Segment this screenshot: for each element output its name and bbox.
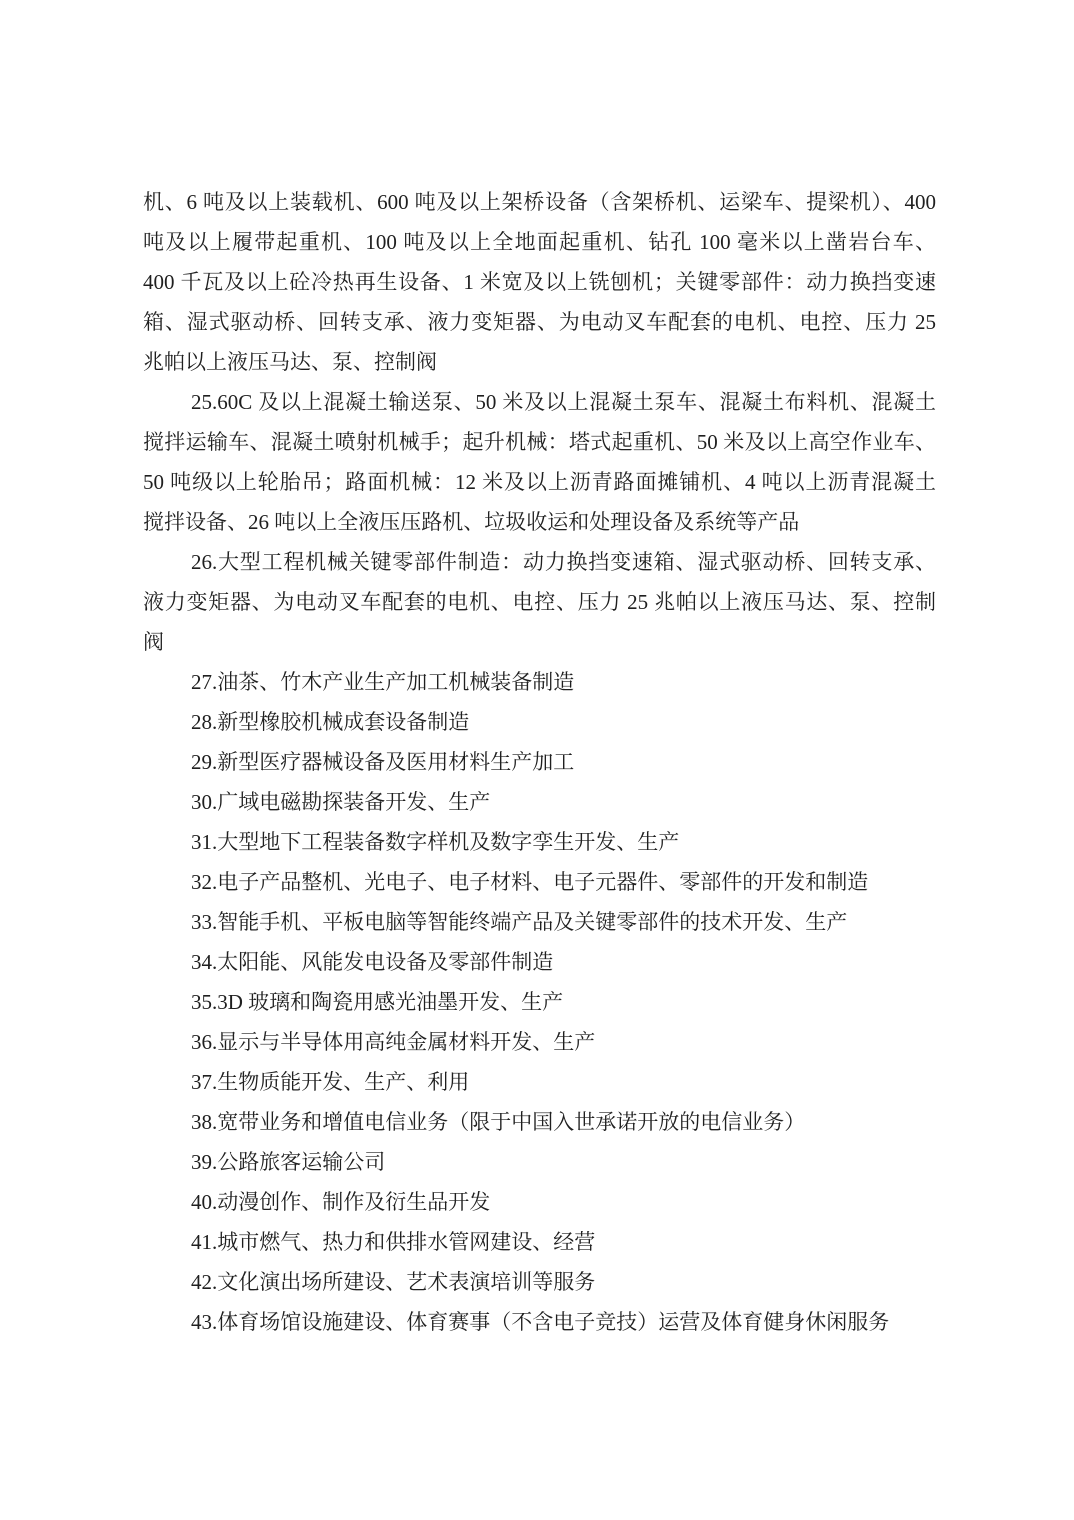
text-line: 32.电子产品整机、光电子、电子材料、电子元器件、零部件的开发和制造 xyxy=(191,870,869,894)
text-line: 42.文化演出场所建设、艺术表演培训等服务 xyxy=(191,1270,596,1294)
text-line: 34.太阳能、风能发电设备及零部件制造 xyxy=(191,950,554,974)
text-line: 400 千瓦及以上砼冷热再生设备、1 米宽及以上铣刨机；关键零部件：动力换挡变速 xyxy=(143,270,936,294)
paragraph xyxy=(143,1102,936,1142)
text-line: 39.公路旅客运输公司 xyxy=(191,1150,386,1174)
text-line: 40.动漫创作、制作及衍生品开发 xyxy=(191,1190,491,1214)
text-line: 38.宽带业务和增值电信业务（限于中国入世承诺开放的电信业务） xyxy=(191,1110,806,1134)
paragraph xyxy=(143,1062,936,1102)
text-line: 箱、湿式驱动桥、回转支承、液力变矩器、为电动叉车配套的电机、电控、压力 25 xyxy=(143,310,936,334)
text-line: 31.大型地下工程装备数字样机及数字孪生开发、生产 xyxy=(191,830,680,854)
text-line: 35.3D 玻璃和陶瓷用感光油墨开发、生产 xyxy=(191,990,564,1014)
text-line: 兆帕以上液压马达、泵、控制阀 xyxy=(143,350,437,374)
paragraph xyxy=(143,782,936,822)
document-body-text xyxy=(143,182,936,1342)
paragraph xyxy=(143,542,936,662)
text-line: 29.新型医疗器械设备及医用材料生产加工 xyxy=(191,750,575,774)
text-line: 41.城市燃气、热力和供排水管网建设、经营 xyxy=(191,1230,596,1254)
paragraph xyxy=(143,1142,936,1182)
paragraph xyxy=(143,1302,936,1342)
paragraph xyxy=(143,382,936,542)
paragraph xyxy=(143,182,936,382)
text-line: 33.智能手机、平板电脑等智能终端产品及关键零部件的技术开发、生产 xyxy=(191,910,848,934)
text-line: 27.油茶、竹木产业生产加工机械装备制造 xyxy=(191,670,575,694)
paragraph xyxy=(143,742,936,782)
paragraph xyxy=(143,662,936,702)
paragraph xyxy=(143,1262,936,1302)
paragraph xyxy=(143,902,936,942)
text-line: 36.显示与半导体用高纯金属材料开发、生产 xyxy=(191,1030,596,1054)
paragraph xyxy=(143,1182,936,1222)
paragraph xyxy=(143,1022,936,1062)
text-line: 50 吨级以上轮胎吊；路面机械：12 米及以上沥青路面摊铺机、4 吨以上沥青混凝土 xyxy=(143,470,936,494)
text-line: 阀 xyxy=(143,630,164,654)
text-line: 搅拌运输车、混凝土喷射机械手；起升机械：塔式起重机、50 米及以上高空作业车、 xyxy=(143,430,936,454)
text-line: 26.大型工程机械关键零部件制造：动力换挡变速箱、湿式驱动桥、回转支承、 xyxy=(191,550,936,574)
paragraph xyxy=(143,1222,936,1262)
text-line: 25.60C 及以上混凝土输送泵、50 米及以上混凝土泵车、混凝土布料机、混凝土 xyxy=(191,390,936,414)
paragraph xyxy=(143,822,936,862)
text-line: 28.新型橡胶机械成套设备制造 xyxy=(191,710,470,734)
text-line: 30.广域电磁勘探装备开发、生产 xyxy=(191,790,491,814)
text-line: 43.体育场馆设施建设、体育赛事（不含电子竞技）运营及体育健身休闲服务 xyxy=(191,1310,890,1334)
text-line: 液力变矩器、为电动叉车配套的电机、电控、压力 25 兆帕以上液压马达、泵、控制 xyxy=(143,590,936,614)
text-line: 吨及以上履带起重机、100 吨及以上全地面起重机、钻孔 100 毫米以上凿岩台车、 xyxy=(143,230,936,254)
text-line: 37.生物质能开发、生产、利用 xyxy=(191,1070,470,1094)
paragraph xyxy=(143,942,936,982)
paragraph xyxy=(143,982,936,1022)
text-line: 机、6 吨及以上装载机、600 吨及以上架桥设备（含架桥机、运梁车、提梁机）、400 xyxy=(143,190,936,214)
paragraph xyxy=(143,702,936,742)
text-line: 搅拌设备、26 吨以上全液压压路机、垃圾收运和处理设备及系统等产品 xyxy=(143,510,800,534)
paragraph xyxy=(143,862,936,902)
